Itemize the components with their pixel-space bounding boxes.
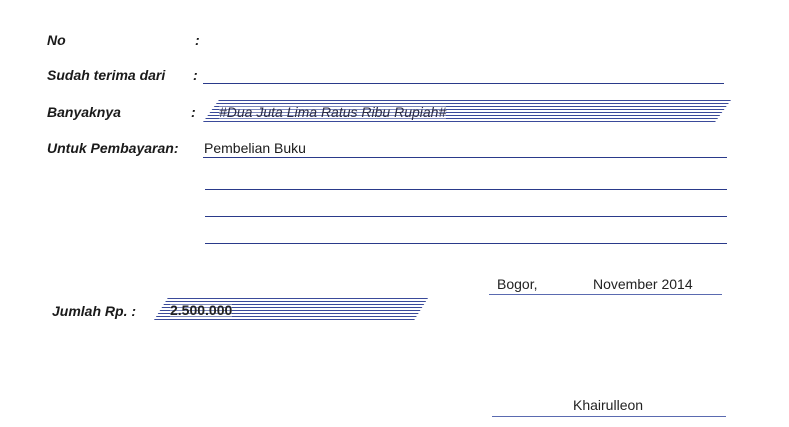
date: November 2014 — [593, 276, 693, 292]
payment-for-value: Pembelian Buku — [204, 140, 306, 156]
signer-name: Khairulleon — [573, 397, 644, 413]
payment-for-line-3[interactable] — [205, 216, 727, 217]
payment-for-line-1[interactable] — [203, 157, 727, 158]
received-from-colon: : — [193, 67, 198, 83]
payment-for-line-4[interactable] — [205, 243, 727, 244]
no-label: No — [47, 32, 66, 48]
place: Bogor, — [497, 276, 538, 292]
amount-words-value: #Dua Juta Lima Ratus Ribu Rupiah# — [219, 104, 447, 120]
amount-words-colon: : — [191, 104, 196, 120]
total-value: 2.500.000 — [170, 302, 233, 318]
received-from-line[interactable] — [203, 83, 724, 84]
amount-words-label: Banyaknya — [47, 104, 121, 120]
no-colon: : — [195, 32, 200, 48]
signature-line — [492, 416, 726, 417]
date-line — [489, 294, 722, 295]
received-from-label: Sudah terima dari — [47, 67, 166, 83]
payment-for-label: Untuk Pembayaran: — [47, 140, 179, 156]
total-label: Jumlah Rp. : — [52, 303, 137, 319]
payment-for-line-2[interactable] — [205, 189, 727, 190]
